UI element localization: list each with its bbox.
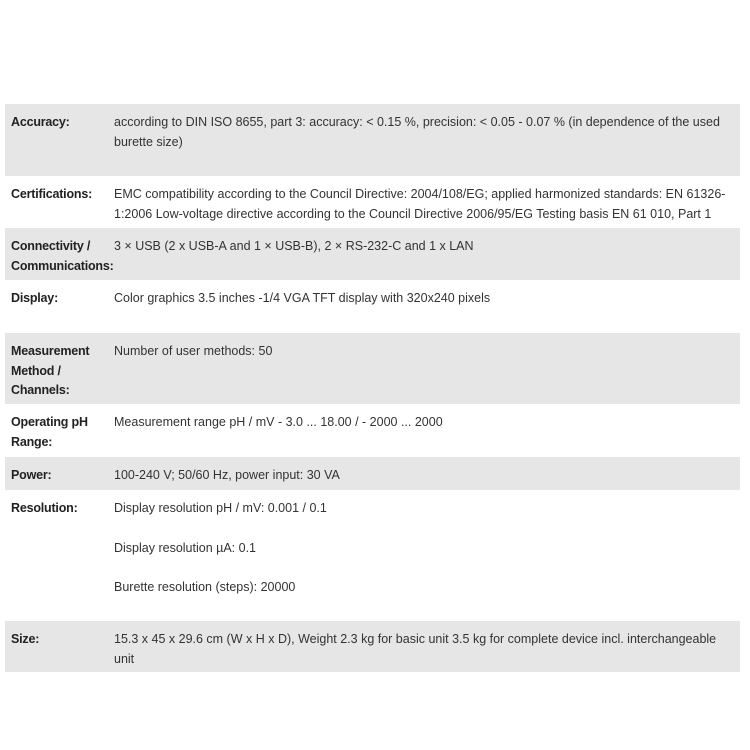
spec-value-size [114,630,740,672]
spec-value-text: Number of user methods: 50 [114,344,273,358]
spec-value-text: Measurement range pH / mV - 3.0 ... 18.00 / - 2000 ... 2000 [114,415,443,429]
spec-label-power: Power: [11,468,52,482]
spec-value-text: Color graphics 3.5 inches -1/4 VGA TFT display with 320x240 pixels [114,291,491,305]
spec-row-power [5,457,740,490]
spec-label-accuracy: Accuracy: [11,115,70,129]
spec-value-text: 100-240 V; 50/60 Hz, power input: 30 VA [114,468,340,482]
spec-value-text: 3 × USB (2 x USB-A and 1 × USB-B), 2 × RS-232-C and 1 x LAN [114,239,474,253]
spec-label-connectivity: Connectivity / Communications: [11,239,114,273]
spec-value-certifications [114,185,740,228]
spec-row-accuracy [5,104,740,176]
spec-table [5,104,740,672]
spec-label-resolution: Resolution: [11,501,78,515]
spec-value-text: 15.3 x 45 x 29.6 cm (W x H x D), Weight 2.3 kg for basic unit 3.5 kg for complete device incl. interchangeable unit [114,632,717,666]
spec-value-measurement-method [114,342,740,404]
spec-label-display: Display: [11,291,59,305]
spec-value-text: EMC compatibility according to the Council Directive: 2004/108/EG; applied harmonized standards: EN 61326-1:2006 Low-voltage directive according to the Council Directive 2006/95/EG Testing basis EN 61 010, Part 1 [114,187,726,221]
spec-value-text: Burette resolution (steps): 20000 [114,580,296,594]
spec-value-operating-ph-range [114,413,740,457]
spec-row-operating-ph-range [5,404,740,457]
spec-row-size [5,621,740,672]
spec-value-accuracy [114,113,740,176]
spec-value-power [114,466,740,490]
spec-value-text: Display resolution µA: 0.1 [114,540,256,555]
spec-row-measurement-method [5,333,740,404]
spec-value-connectivity [114,237,740,280]
spec-label-operating-ph-range: Operating pH Range: [11,415,88,449]
spec-value-resolution [114,499,740,621]
spec-row-display [5,280,740,333]
spec-row-resolution [5,490,740,621]
spec-label-size: Size: [11,632,40,646]
spec-row-connectivity [5,228,740,280]
spec-value-display [114,289,740,333]
spec-value-text: Display resolution pH / mV: 0.001 / 0.1 [114,501,327,515]
spec-value-text: according to DIN ISO 8655, part 3: accuracy: < 0.15 %, precision: < 0.05 - 0.07 % (in dependence of the used burette size) [114,115,720,149]
spec-label-measurement-method: Measurement Method / Channels: [11,344,90,397]
spec-row-certifications [5,176,740,228]
spec-label-certifications: Certifications: [11,187,93,201]
